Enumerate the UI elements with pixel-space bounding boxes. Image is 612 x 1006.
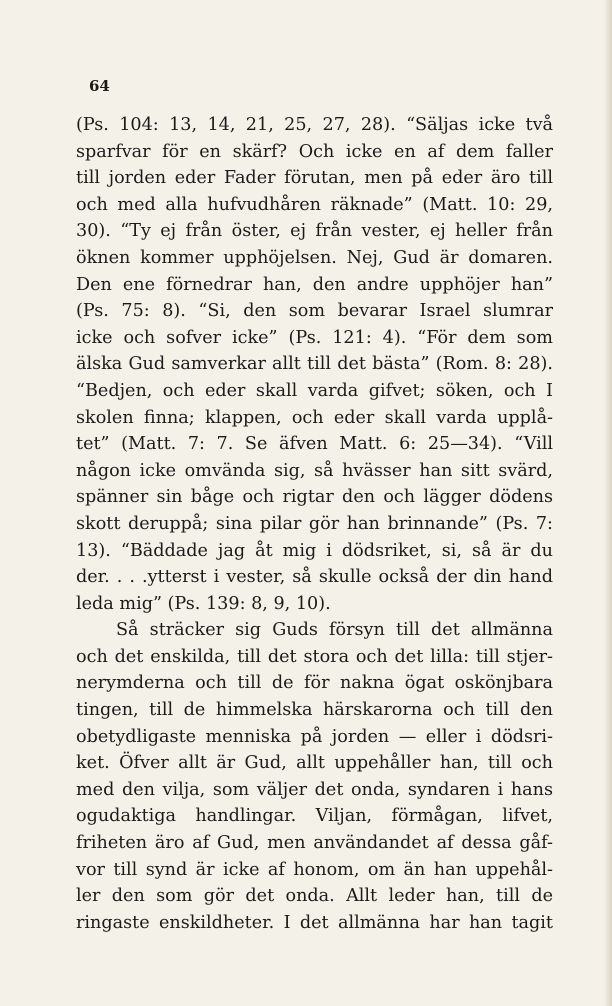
text-line: tingen, till de himmelska härskarorna och till den [76, 700, 553, 721]
text-line: 30). “Ty ej från öster, ej från vester, ej heller från [76, 221, 553, 242]
text-line: och med alla hufvudhåren räknade” (Matt. 10: 29, [76, 194, 553, 215]
text-line: tet” (Matt. 7: 7. Se äfven Matt. 6: 25—34). “Vill [76, 434, 553, 455]
text-line: och det enskilda, till det stora och det lilla: till stjer- [76, 646, 553, 667]
text-line: ler den som gör det onda. Allt leder han, till de [76, 886, 553, 907]
text-line: någon icke omvända sig, så hvässer han sitt svärd, [76, 460, 553, 481]
text-line: (Ps. 75: 8). “Si, den som bevarar Israel slumrar [76, 301, 553, 322]
body-text [76, 112, 553, 936]
text-line: öknen kommer upphöjelsen. Nej, Gud är domaren. [76, 247, 553, 268]
text-line: obetydligaste menniska på jorden — eller i dödsri- [76, 726, 553, 747]
page-edge-shadow [604, 0, 612, 1006]
text-line: ogudaktiga handlingar. Viljan, förmågan, lifvet, [76, 806, 553, 827]
text-line: skott deruppå; sina pilar gör han brinnande” (Ps. 7: [76, 513, 553, 534]
text-line: 13). “Bäddade jag åt mig i dödsriket, si, så är du [76, 540, 553, 561]
text-line: Så sträcker sig Guds försyn till det allmänna [116, 620, 553, 641]
text-line: der. . . .ytterst i vester, så skulle också der din hand [76, 567, 553, 588]
text-line: skolen finna; klappen, och eder skall varda upplå- [76, 407, 553, 428]
text-line: spänner sin båge och rigtar den och lägger dödens [76, 487, 553, 508]
text-line: ringaste enskildheter. I det allmänna har han tagit [76, 912, 553, 933]
text-line: med den vilja, som väljer det onda, syndaren i hans [76, 779, 553, 800]
page-number: 64 [89, 77, 110, 95]
text-line: “Bedjen, och eder skall varda gifvet; söken, och I [76, 380, 553, 401]
text-line: vor till synd är icke af honom, om än han uppehål- [76, 859, 553, 880]
text-line: nerymderna och till de för nakna ögat oskönjbara [76, 673, 553, 694]
text-line: friheten äro af Gud, men användandet af dessa gåf- [76, 833, 553, 854]
text-line: sparfvar för en skärf? Och icke en af dem faller [76, 141, 553, 162]
text-line: icke och sofver icke” (Ps. 121: 4). “För dem som [76, 327, 553, 348]
text-line: (Ps. 104: 13, 14, 21, 25, 27, 28). “Säljas icke två [76, 115, 553, 135]
text-line: leda mig” (Ps. 139: 8, 9, 10). [76, 593, 331, 614]
text-line: ket. Öfver allt är Gud, allt uppehåller han, till och [76, 753, 553, 774]
text-line: Den ene förnedrar han, den andre upphöjer han” [76, 274, 553, 295]
text-line: älska Gud samverkar allt till det bästa” (Rom. 8: 28). [76, 354, 553, 375]
text-line: till jorden eder Fader förutan, men på eder äro till [76, 168, 553, 189]
